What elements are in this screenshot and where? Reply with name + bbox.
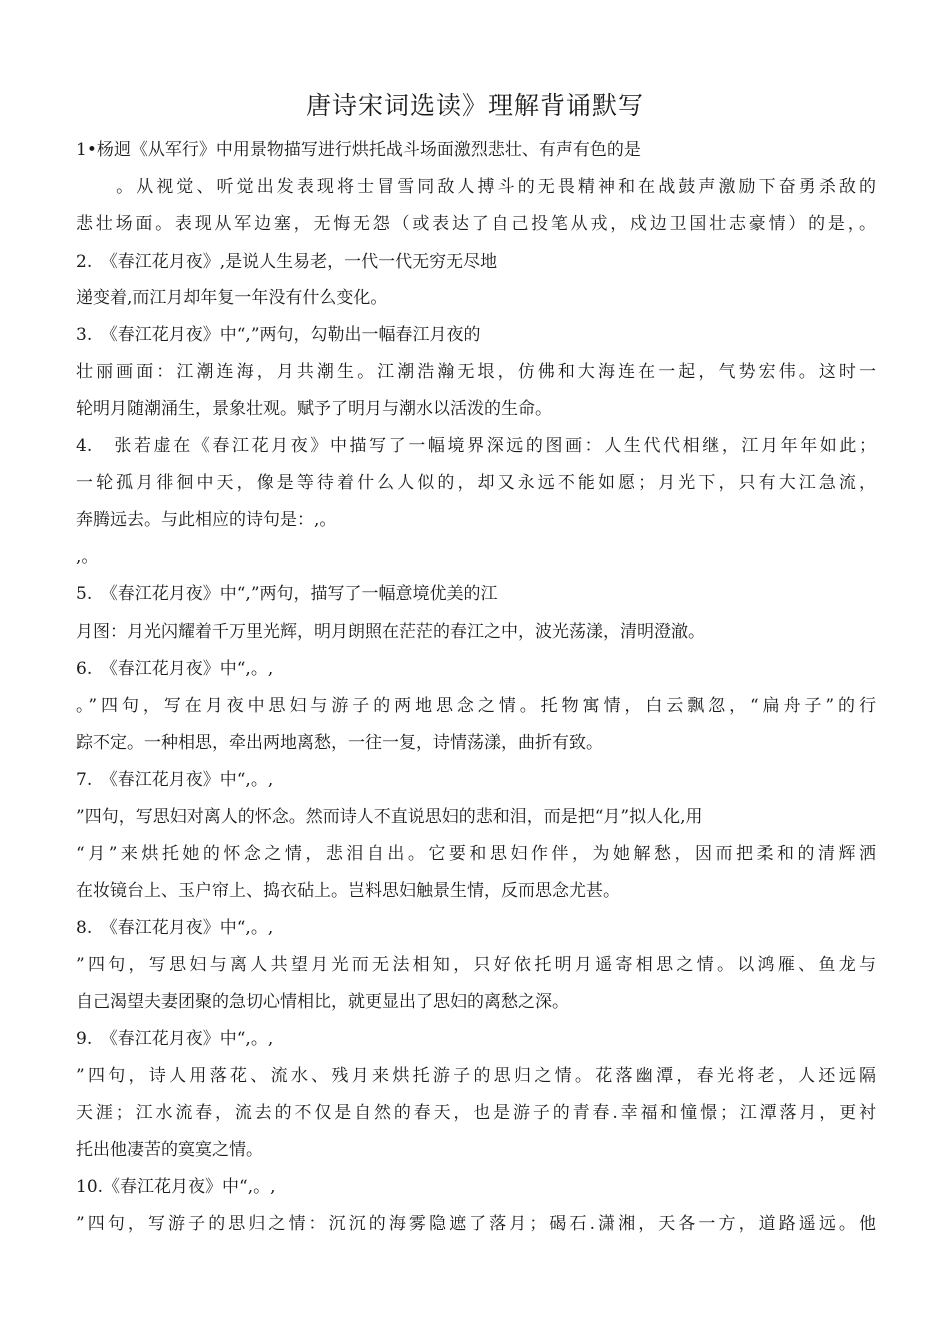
text-line: 月图：月光闪耀着千万里光辉，明月朗照在茫茫的春江之中，波光荡漾，清明澄澈。 — [76, 622, 705, 642]
text-line: 。”四句，写在月夜中思妇与游子的两地思念之情。托物寓情，白云飘忽，“扁舟子”的行 — [76, 696, 876, 716]
text-line: 1•杨迥《从军行》中用景物描写进行烘托战斗场面激烈悲壮、有声有色的是 — [76, 140, 641, 160]
text-line: 。从视觉、听觉出发表现将士冒雪同敌人搏斗的无畏精神和在战鼓声激励下奋勇杀敌的 — [76, 177, 876, 197]
text-line: 踪不定。一种相思，牵出两地离愁，一往一复，诗情荡漾，曲折有致。 — [76, 733, 603, 753]
text-line: 奔腾远去。与此相应的诗句是：,。 — [76, 510, 337, 530]
text-line: 10.《春江花月夜》中“,。, — [76, 1177, 276, 1197]
text-line: ”四句，写思妇对离人的怀念。然而诗人不直说思妇的悲和泪，而是把“月”拟人化,用 — [76, 807, 703, 827]
text-line: 一轮孤月徘徊中天，像是等待着什么人似的，却又永远不能如愿；月光下，只有大江急流， — [76, 473, 876, 493]
text-line: 在妆镜台上、玉户帘上、捣衣砧上。岂料思妇触景生情，反而思念尤甚。 — [76, 881, 620, 901]
text-line: 7. 《春江花月夜》中“,。, — [76, 770, 274, 790]
text-line: ”四句，诗人用落花、流水、残月来烘托游子的思归之情。花落幽潭，春光将老，人还远隔 — [76, 1066, 876, 1086]
text-line: 4. 张若虚在《春江花月夜》中描写了一幅境界深远的图画：人生代代相继，江月年年如此； — [76, 436, 876, 456]
text-line: 递变着,而江月却年复一年没有什么变化。 — [76, 288, 388, 308]
text-line: 轮明月随潮涌生，景象壮观。赋予了明月与潮水以活泼的生命。 — [76, 399, 552, 419]
text-line: 自己渴望夫妻团聚的急切心情相比，就更显出了思妇的离愁之深。 — [76, 992, 569, 1012]
text-line: “月”来烘托她的怀念之情，悲泪自出。它要和思妇作伴，为她解愁，因而把柔和的清辉洒 — [76, 844, 876, 864]
text-line: ,。 — [76, 547, 99, 567]
text-line: 2. 《春江花月夜》,是说人生易老，一代一代无穷无尽地 — [76, 252, 498, 272]
text-line: 9. 《春江花月夜》中“,。, — [76, 1029, 274, 1049]
text-line: ”四句，写思妇与离人共望月光而无法相知，只好依托明月遥寄相思之情。以鸿雁、鱼龙与 — [76, 955, 876, 975]
text-line: 壮丽画面：江潮连海，月共潮生。江潮浩瀚无垠，仿佛和大海连在一起，气势宏伟。这时一 — [76, 362, 876, 382]
text-line: 悲壮场面。表现从军边塞，无悔无怨（或表达了自己投笔从戎，戍边卫国壮志豪情）的是，。 — [76, 214, 876, 234]
text-line: 6. 《春江花月夜》中“,。, — [76, 659, 274, 679]
text-line: 托出他凄苦的寞寞之情。 — [76, 1140, 263, 1160]
text-line: 8. 《春江花月夜》中“,。, — [76, 918, 274, 938]
text-line: 天涯；江水流春，流去的不仅是自然的春天，也是游子的青春.幸福和憧憬；江潭落月，更衬 — [76, 1103, 876, 1123]
page-title: 唐诗宋词选读》理解背诵默写 — [305, 91, 644, 120]
text-line: 5. 《春江花月夜》中“,”两句，描写了一幅意境优美的江 — [76, 584, 498, 604]
text-line: 3. 《春江花月夜》中“,”两句，勾勒出一幅春江月夜的 — [76, 325, 481, 345]
text-line: ”四句，写游子的思归之情：沉沉的海雾隐遮了落月；碣石.潇湘，天各一方，道路遥远。他 — [76, 1214, 876, 1234]
